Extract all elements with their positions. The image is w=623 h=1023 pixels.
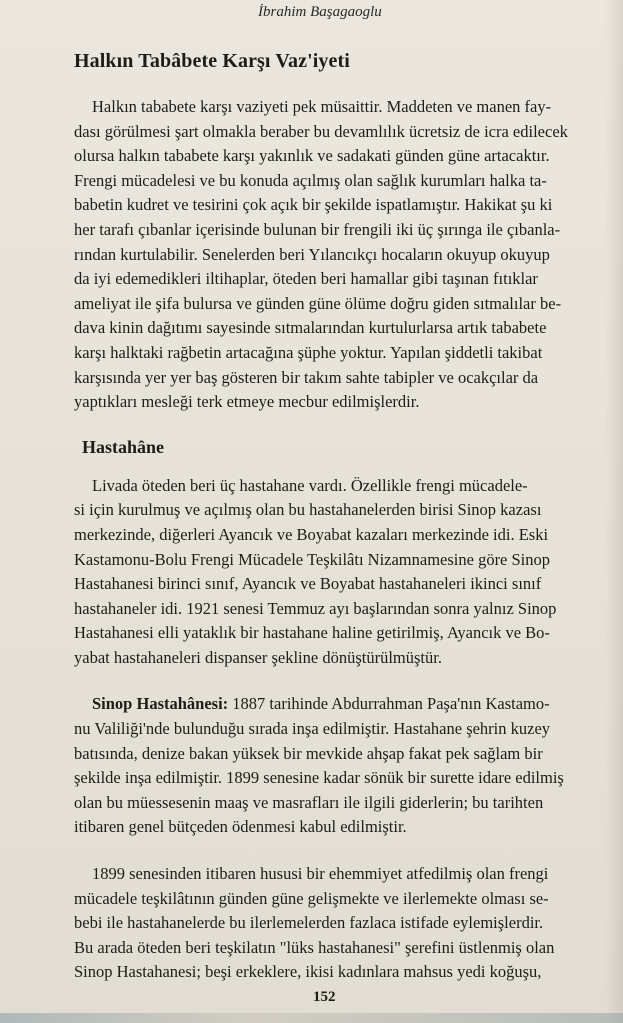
text-line: yaptıkları mesleği terk etmeye mecbur edilmişlerdir.: [74, 392, 420, 412]
page-number: 152: [313, 989, 336, 1005]
text-line: bebi ile hastahanelerde bu ilerlemelerden fazlaca istifade eylemişlerdir.: [74, 913, 544, 933]
text-line: Halkın tababete karşı vaziyeti pek müsaittir. Maddeten ve manen fay-: [92, 97, 552, 116]
text-line: nu Valiliği'nde bulunduğu sırada inşa edilmiştir. Hastahane şehrin kuzey: [74, 719, 551, 739]
text-line: [74, 692, 608, 717]
text-line: karşısında yer yer baş gösteren bir takım sahte tabipler ve ocakçılar da: [74, 367, 539, 387]
text-line: mücadele teşkilâtının günden güne gelişmekte ve ilerlemekte olması se-: [74, 888, 549, 908]
text-line: Frengi mücadelesi ve bu konuda açılmış olan sağlık kurumları halka ta-: [74, 170, 547, 190]
page-body: [74, 50, 608, 1007]
paragraph-3: [74, 692, 608, 840]
text-line: karşı halktaki rağbetin artacağına şüphe yoktur. Yapılan şiddetli takibat: [74, 342, 543, 362]
paragraph-4: [74, 862, 608, 985]
text-line: si için kurulmuş ve açılmış olan bu hastahanelerden birisi Sinop kazası: [74, 500, 542, 520]
text-line: merkezinde, diğerleri Ayancık ve Boyabat kazaları merkezinde idi. Eski: [74, 524, 549, 544]
paragraph-2: [74, 474, 608, 671]
text-line: Hastahanesi elli yataklık bir hastahane haline getirilmiş, Ayancık ve Bo-: [74, 623, 550, 643]
text-line: olursa halkın tababete karşı yakınlık ve sadakati günden güne artacaktır.: [74, 146, 550, 166]
text-line: dava kinin dağıtımı sayesinde sıtmalarından kurtulurlarsa artık tababete: [74, 318, 547, 338]
text-line: ameliyat ile şifa bulursa ve günden güne ölüme doğru giden sıtmalılar be-: [74, 293, 562, 313]
table-surface-edge: [0, 1013, 623, 1023]
text-line: Kastamonu-Bolu Frengi Mücadele Teşkilâtı Nizamnamesine göre Sinop: [74, 549, 551, 569]
text-line: rından kurtulabilir. Senelerden beri Yılancıkçı hocaların okuyup okuyup: [74, 244, 550, 264]
text-line: 1899 senesinden itibaren husus​i bir ehemmiyet atfedilmiş olan frengi: [92, 864, 549, 884]
text-fragment: 1887 tarihinde Abdurrahman Paşa'nın Kastamo-: [228, 694, 550, 714]
running-head: İbrahim Başagaoglu: [258, 4, 382, 20]
text-line: her tarafı çıbanlar içerisinde bulunan bir frengili iki üç şırınga ile çıbanla-: [74, 219, 561, 239]
text-line: Livada öteden beri üç hastahane vardı. Özellikle frengi mücadele-: [92, 475, 528, 495]
text-line: dası görülmesi şart olmakla beraber bu devamlılık ücretsiz de icra edilecek: [74, 121, 568, 141]
text-line: batısında, denize bakan yüksek bir mevkide ahşap fakat pek sağlam bir: [74, 743, 543, 763]
text-line: şekilde inşa edilmiştir. 1899 senesine kadar sönük bir surette idare edilmiş: [74, 768, 564, 788]
text-line: yabat hastahaneleri dispanser şekline dönüştürülmüştür.: [74, 647, 442, 667]
subsection-title: Hastahâne: [82, 436, 165, 457]
paragraph-lead-heading: Sinop Hastahânesi:: [92, 694, 229, 714]
paragraph-1: [74, 95, 608, 415]
text-line: itibaren genel bütçeden ödenmesi kabul edilmiştir.: [74, 817, 407, 837]
text-line: Hastahanesi birinci sınıf, Ayancık ve Boyabat hastahaneleri ikinci sınıf: [74, 574, 542, 594]
text-line: babetin kudret ve tesirini çok açık bir şekilde ispatlamıştır. Hakikat şu ki: [74, 195, 553, 215]
text-line: Sinop Hastahanesi; beşi erkeklere, ikisi kadınlara mahsus yedi koğuşu,: [74, 962, 542, 982]
text-line: hastahaneler idi. 1921 senesi Temmuz ayı başlarından sonra yalnız Sinop: [74, 598, 557, 618]
section-title: Halkın Tabâbete Karşı Vaz'iyeti: [74, 50, 350, 72]
text-line: olan bu müessesenin maaş ve masrafları ile ilgili giderlerin; bu tarihten: [74, 792, 544, 812]
text-line: Bu arada öteden beri teşkilatın "lüks hastahanesi" şerefini üstlenmiş olan: [74, 937, 555, 957]
text-line: da iyi edemedikleri iltihaplar, öteden beri hamallar gibi taşınan fıtıklar: [74, 269, 538, 289]
